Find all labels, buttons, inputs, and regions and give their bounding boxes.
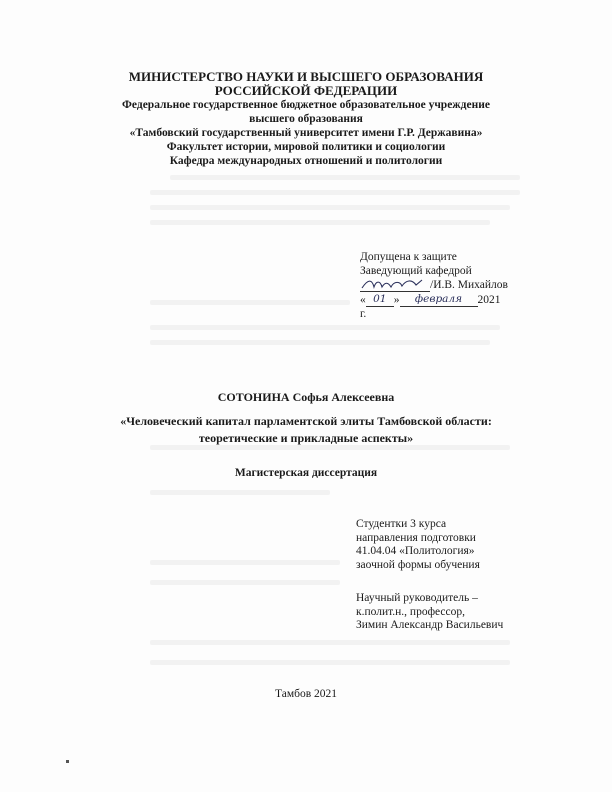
month-field	[400, 292, 478, 307]
day-value: 01	[373, 293, 387, 305]
handwritten-signature	[360, 279, 430, 292]
bleed-through	[150, 325, 500, 330]
student-line: направления подготовки	[356, 531, 476, 544]
institution-line: Федеральное государственное бюджетное образовательное учреждение	[122, 99, 490, 111]
supervisor-info	[356, 592, 503, 633]
thesis-title-line: теоретические и прикладные аспекты»	[198, 431, 414, 445]
supervisor-line: к.полит.н., профессор,	[356, 605, 466, 618]
thesis-title-line: «Человеческий капитал парламентской элиты Тамбовской области:	[120, 414, 492, 428]
quote-close: »	[393, 294, 400, 306]
bleed-through	[150, 660, 510, 665]
university-name: «Тамбовский государственный университет имени Г.Р. Державина»	[129, 127, 483, 139]
year-value: 2021	[477, 294, 501, 306]
bleed-through	[150, 300, 350, 305]
institution-line: высшего образования	[249, 113, 363, 125]
admission-block	[360, 250, 540, 321]
bleed-through	[150, 580, 340, 585]
day-field	[366, 292, 394, 307]
bleed-through	[150, 560, 340, 565]
student-line: 41.04.04 «Политология»	[356, 545, 475, 557]
bleed-through	[150, 340, 490, 345]
department-name: Кафедра международных отношений и политологии	[169, 155, 443, 167]
ministry-line: МИНИСТЕРСТВО НАУКИ И ВЫСШЕГО ОБРАЗОВАНИЯ	[128, 69, 484, 84]
bleed-through	[150, 205, 510, 210]
signer-name: /И.В. Михайлов	[430, 279, 508, 291]
student-line: заочной формы обучения	[356, 558, 480, 571]
scan-speck	[66, 760, 69, 763]
signature-line	[360, 278, 540, 292]
year-suffix: г.	[360, 308, 367, 320]
ministry-line: РОССИЙСКОЙ ФЕДЕРАЦИИ	[214, 83, 398, 98]
author-name: СОТОНИНА Софья Алексеевна	[217, 390, 395, 404]
supervisor-line: Зимин Александр Васильевич	[356, 619, 504, 631]
bleed-through	[150, 490, 330, 495]
admission-line: Допущена к защите	[360, 251, 457, 263]
quote-open: «	[360, 294, 366, 306]
bleed-through	[170, 175, 520, 180]
student-info	[356, 518, 480, 572]
bleed-through	[150, 220, 490, 225]
title-page-header	[0, 70, 612, 168]
work-type: Магистерская диссертация	[234, 467, 378, 479]
date-line	[360, 292, 540, 307]
faculty-name: Факультет истории, мировой политики и социологии	[166, 141, 446, 153]
month-value: февраля	[414, 293, 463, 305]
bleed-through	[150, 190, 520, 195]
thesis-title	[0, 413, 612, 447]
admission-line: Заведующий кафедрой	[360, 265, 472, 277]
bleed-through	[150, 640, 510, 645]
student-line: Студентки 3 курса	[356, 518, 447, 530]
supervisor-line: Научный руководитель –	[356, 592, 478, 604]
city-year: Тамбов 2021	[274, 688, 338, 700]
